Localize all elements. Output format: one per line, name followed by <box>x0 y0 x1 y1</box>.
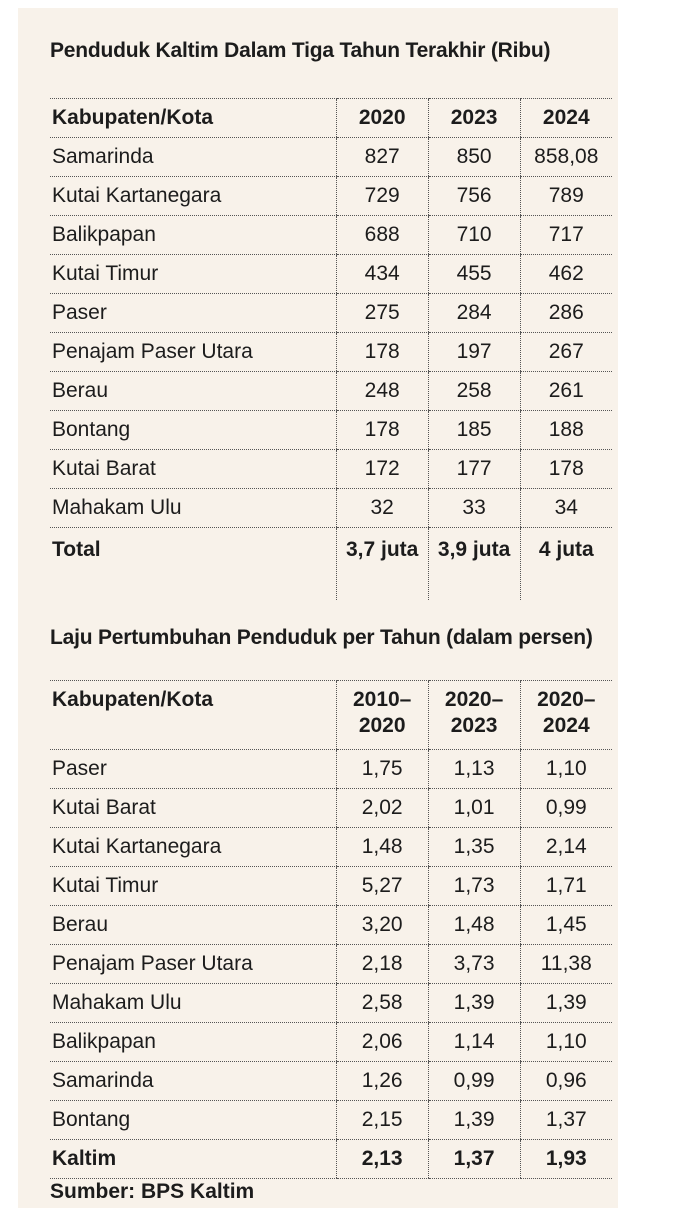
region-name: Penajam Paser Utara <box>50 945 336 984</box>
value-2024: 267 <box>520 333 612 372</box>
region-name: Paser <box>50 750 336 789</box>
total-2020: 3,7 juta <box>336 528 428 601</box>
table-row <box>50 450 612 489</box>
header-2020-2024: 2020–2024 <box>520 681 612 750</box>
region-name: Paser <box>50 294 336 333</box>
rate-2020-2024: 0,96 <box>520 1062 612 1101</box>
header-2020-2023: 2020–2023 <box>428 681 520 750</box>
header-region: Kabupaten/Kota <box>50 681 336 750</box>
growth-header-row <box>50 681 612 750</box>
value-2024: 789 <box>520 177 612 216</box>
value-2023: 850 <box>428 138 520 177</box>
rate-2010-2020: 1,75 <box>336 750 428 789</box>
rate-2020-2024: 1,39 <box>520 984 612 1023</box>
value-2024: 261 <box>520 372 612 411</box>
table-row <box>50 828 612 867</box>
table-row <box>50 1101 612 1140</box>
header-2024: 2024 <box>520 99 612 138</box>
growth-table <box>50 680 612 1179</box>
header-region: Kabupaten/Kota <box>50 99 336 138</box>
rate-2020-2024: 11,38 <box>520 945 612 984</box>
value-2024: 717 <box>520 216 612 255</box>
value-2024: 858,08 <box>520 138 612 177</box>
rate-2010-2020: 3,20 <box>336 906 428 945</box>
growth-table-title: Laju Pertumbuhan Penduduk per Tahun (dalam persen) <box>50 626 593 649</box>
value-2020: 178 <box>336 333 428 372</box>
value-2020: 688 <box>336 216 428 255</box>
rate-2020-2023: 1,39 <box>428 984 520 1023</box>
total-2023: 3,9 juta <box>428 528 520 601</box>
value-2020: 275 <box>336 294 428 333</box>
rate-2020-2023: 1,48 <box>428 906 520 945</box>
region-name: Kutai Kartanegara <box>50 177 336 216</box>
value-2020: 178 <box>336 411 428 450</box>
region-name: Bontang <box>50 1101 336 1140</box>
value-2020: 32 <box>336 489 428 528</box>
value-2023: 284 <box>428 294 520 333</box>
header-2020: 2020 <box>336 99 428 138</box>
total-2020-2024: 1,93 <box>520 1140 612 1179</box>
total-2024: 4 juta <box>520 528 612 601</box>
total-2010-2020: 2,13 <box>336 1140 428 1179</box>
table-row <box>50 750 612 789</box>
total-label: Kaltim <box>50 1140 336 1179</box>
region-name: Mahakam Ulu <box>50 984 336 1023</box>
rate-2020-2023: 1,35 <box>428 828 520 867</box>
table-row <box>50 294 612 333</box>
total-2020-2023: 1,37 <box>428 1140 520 1179</box>
region-name: Bontang <box>50 411 336 450</box>
table-row <box>50 489 612 528</box>
table-row <box>50 411 612 450</box>
rate-2020-2023: 1,13 <box>428 750 520 789</box>
population-table-title: Penduduk Kaltim Dalam Tiga Tahun Terakhir (Ribu) <box>50 39 551 62</box>
table-row <box>50 255 612 294</box>
rate-2020-2024: 2,14 <box>520 828 612 867</box>
rate-2020-2024: 0,99 <box>520 789 612 828</box>
region-name: Balikpapan <box>50 1023 336 1062</box>
table-row <box>50 138 612 177</box>
rate-2010-2020: 2,02 <box>336 789 428 828</box>
region-name: Berau <box>50 906 336 945</box>
rate-2010-2020: 1,26 <box>336 1062 428 1101</box>
total-row <box>50 1140 612 1179</box>
table-row <box>50 984 612 1023</box>
table-row <box>50 945 612 984</box>
total-row <box>50 528 612 601</box>
rate-2020-2023: 1,39 <box>428 1101 520 1140</box>
source-note: Sumber: BPS Kaltim <box>50 1180 255 1203</box>
table-row <box>50 789 612 828</box>
rate-2020-2023: 1,73 <box>428 867 520 906</box>
rate-2020-2023: 0,99 <box>428 1062 520 1101</box>
header-2010-2020: 2010–2020 <box>336 681 428 750</box>
rate-2020-2023: 3,73 <box>428 945 520 984</box>
rate-2010-2020: 2,58 <box>336 984 428 1023</box>
value-2020: 248 <box>336 372 428 411</box>
rate-2020-2024: 1,71 <box>520 867 612 906</box>
rate-2020-2024: 1,37 <box>520 1101 612 1140</box>
value-2023: 33 <box>428 489 520 528</box>
rate-2010-2020: 1,48 <box>336 828 428 867</box>
region-name: Kutai Barat <box>50 789 336 828</box>
value-2020: 434 <box>336 255 428 294</box>
table-row <box>50 372 612 411</box>
region-name: Berau <box>50 372 336 411</box>
value-2024: 188 <box>520 411 612 450</box>
region-name: Samarinda <box>50 1062 336 1101</box>
region-name: Samarinda <box>50 138 336 177</box>
value-2023: 258 <box>428 372 520 411</box>
value-2023: 185 <box>428 411 520 450</box>
value-2023: 177 <box>428 450 520 489</box>
value-2020: 827 <box>336 138 428 177</box>
table-row <box>50 1023 612 1062</box>
rate-2020-2024: 1,10 <box>520 1023 612 1062</box>
rate-2020-2023: 1,01 <box>428 789 520 828</box>
region-name: Kutai Timur <box>50 867 336 906</box>
table-row <box>50 867 612 906</box>
rate-2020-2024: 1,45 <box>520 906 612 945</box>
value-2024: 462 <box>520 255 612 294</box>
value-2023: 197 <box>428 333 520 372</box>
rate-2020-2024: 1,10 <box>520 750 612 789</box>
infographic-panel <box>18 8 618 1208</box>
value-2023: 756 <box>428 177 520 216</box>
value-2024: 34 <box>520 489 612 528</box>
table-row <box>50 906 612 945</box>
value-2020: 172 <box>336 450 428 489</box>
total-label: Total <box>52 538 101 561</box>
table-row <box>50 333 612 372</box>
value-2020: 729 <box>336 177 428 216</box>
value-2024: 286 <box>520 294 612 333</box>
population-table-wrapper <box>50 98 612 600</box>
table-row <box>50 216 612 255</box>
table-row <box>50 1062 612 1101</box>
header-2023: 2023 <box>428 99 520 138</box>
rate-2010-2020: 2,06 <box>336 1023 428 1062</box>
population-header-row <box>50 99 612 138</box>
region-name: Penajam Paser Utara <box>50 333 336 372</box>
region-name: Kutai Barat <box>50 450 336 489</box>
region-name: Kutai Kartanegara <box>50 828 336 867</box>
rate-2020-2023: 1,14 <box>428 1023 520 1062</box>
value-2023: 455 <box>428 255 520 294</box>
growth-table-wrapper <box>50 680 612 1179</box>
population-table <box>50 98 612 600</box>
rate-2010-2020: 2,18 <box>336 945 428 984</box>
region-name: Mahakam Ulu <box>50 489 336 528</box>
value-2024: 178 <box>520 450 612 489</box>
region-name: Kutai Timur <box>50 255 336 294</box>
rate-2010-2020: 5,27 <box>336 867 428 906</box>
table-row <box>50 177 612 216</box>
value-2023: 710 <box>428 216 520 255</box>
region-name: Balikpapan <box>50 216 336 255</box>
rate-2010-2020: 2,15 <box>336 1101 428 1140</box>
